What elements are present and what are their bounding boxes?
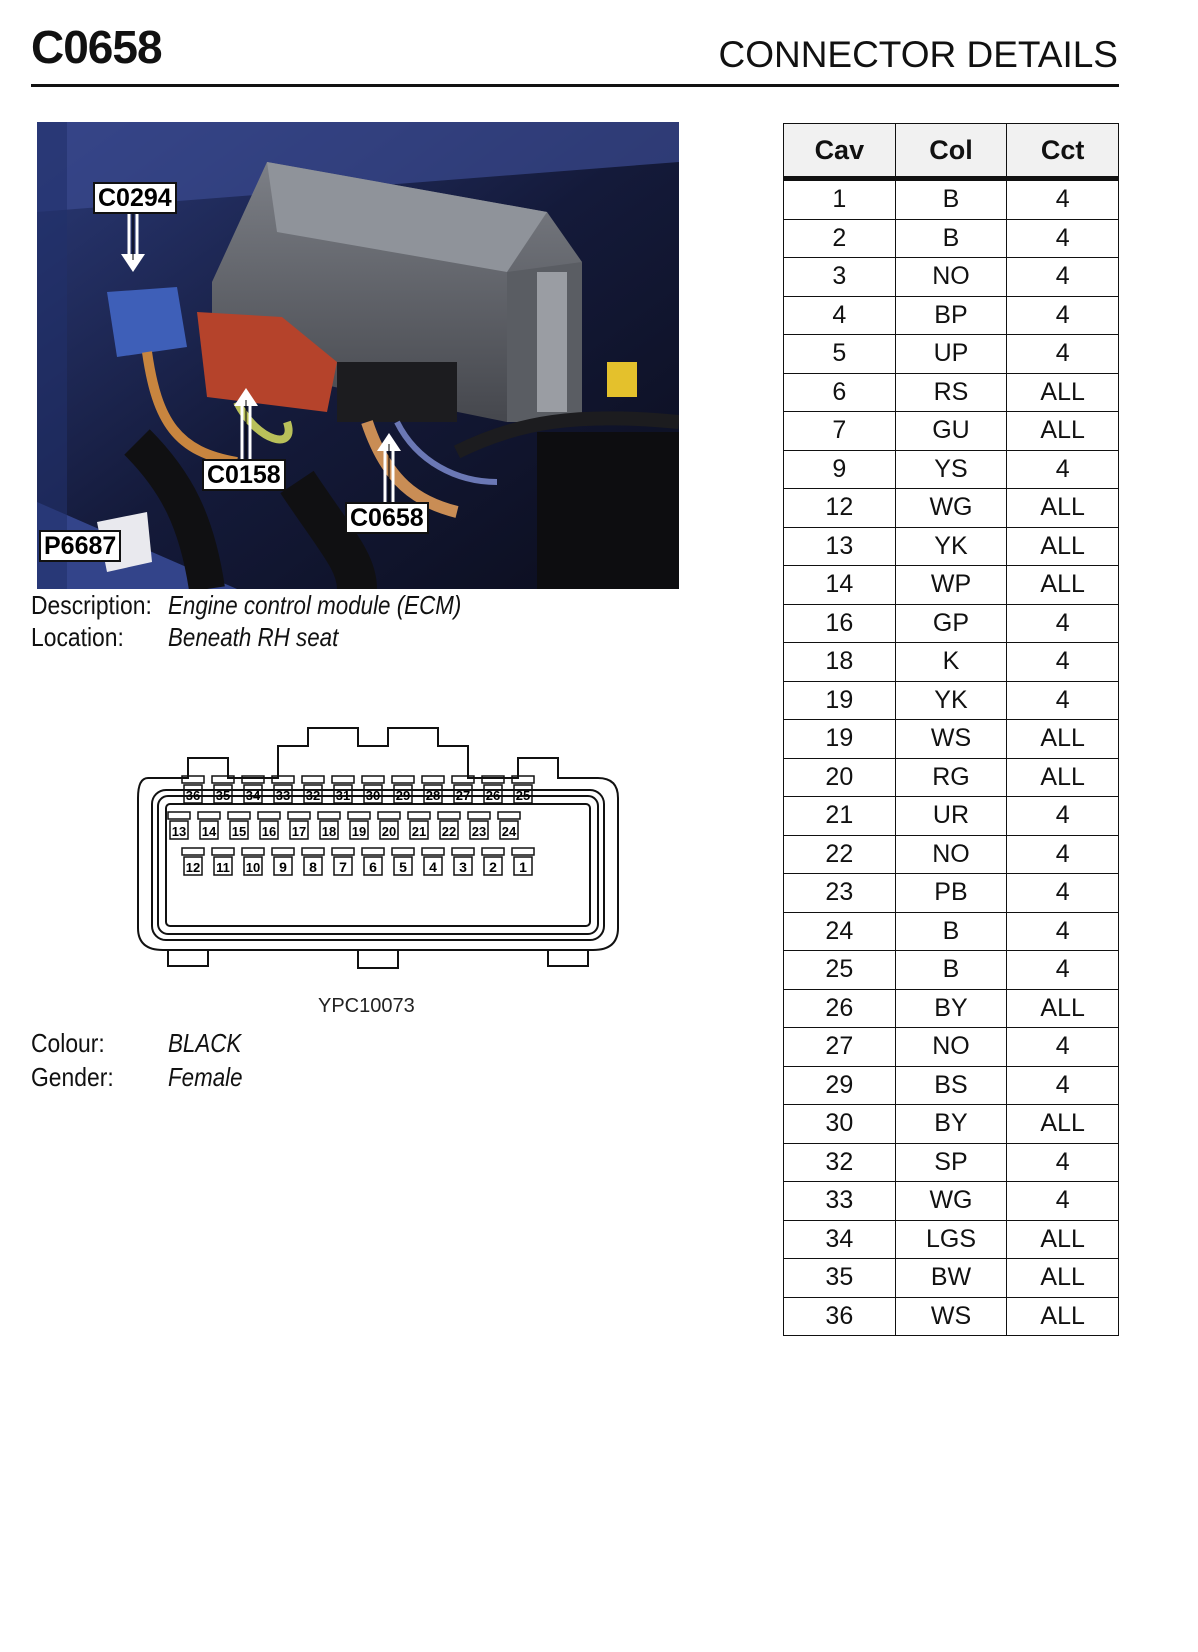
- colour-cell: UR: [895, 797, 1007, 836]
- gender-label: Gender:: [31, 1062, 114, 1092]
- cavity-cell: 12: [784, 489, 896, 528]
- cavity-cell: 16: [784, 604, 896, 643]
- colour-cell: B: [895, 951, 1007, 990]
- colour-cell: K: [895, 643, 1007, 682]
- colour-cell: LGS: [895, 1220, 1007, 1259]
- circuit-cell: 4: [1007, 179, 1119, 220]
- pin-number: 20: [381, 824, 397, 839]
- colour-cell: NO: [895, 835, 1007, 874]
- pin-number: 18: [321, 824, 337, 839]
- cavity-cell: 20: [784, 758, 896, 797]
- callout-c0158: C0158: [202, 459, 286, 491]
- colour-cell: BY: [895, 1105, 1007, 1144]
- cavity-cell: 18: [784, 643, 896, 682]
- cavity-cell: 1: [784, 179, 896, 220]
- pin-number: 13: [171, 824, 187, 839]
- colour-cell: UP: [895, 335, 1007, 374]
- location-photo: [37, 122, 679, 589]
- pin-number: 4: [429, 859, 437, 875]
- pin-cavity: [392, 848, 414, 875]
- pin-cavity: [512, 848, 534, 875]
- colour-cell: GU: [895, 412, 1007, 451]
- pin-number: 11: [216, 860, 230, 875]
- pin-cavity: [242, 848, 264, 875]
- table-row: [784, 1105, 1119, 1144]
- pin-number: 32: [305, 788, 321, 803]
- connector-face-diagram: [128, 718, 628, 988]
- circuit-cell: 4: [1007, 1066, 1119, 1105]
- pin-number: 36: [185, 788, 201, 803]
- description-value: Engine control module (ECM): [168, 590, 462, 620]
- table-row: [784, 874, 1119, 913]
- cavity-cell: 4: [784, 296, 896, 335]
- cavity-cell: 7: [784, 412, 896, 451]
- connector-code-title: C0658: [31, 21, 162, 73]
- colour-cell: NO: [895, 258, 1007, 297]
- colour-cell: YK: [895, 681, 1007, 720]
- cavity-cell: 3: [784, 258, 896, 297]
- photo-reference: P6687: [39, 530, 121, 562]
- circuit-cell: ALL: [1007, 373, 1119, 412]
- pin-number: 6: [369, 859, 377, 875]
- table-row: [784, 797, 1119, 836]
- circuit-cell: ALL: [1007, 489, 1119, 528]
- pin-cavity: [182, 848, 204, 875]
- circuit-cell: ALL: [1007, 1259, 1119, 1298]
- pin-cavity: [212, 848, 234, 875]
- pin-cavity: [318, 812, 340, 839]
- circuit-cell: 4: [1007, 1143, 1119, 1182]
- table-row: [784, 835, 1119, 874]
- pin-number: 5: [399, 859, 407, 875]
- table-row: [784, 566, 1119, 605]
- circuit-cell: ALL: [1007, 720, 1119, 759]
- circuit-cell: 4: [1007, 874, 1119, 913]
- pin-cavity: [302, 848, 324, 875]
- pin-number: 9: [279, 859, 287, 875]
- connector-outline: [128, 718, 628, 988]
- table-row: [784, 1297, 1119, 1336]
- pin-number: 17: [291, 824, 307, 839]
- cavity-cell: 22: [784, 835, 896, 874]
- pin-number: 16: [261, 824, 277, 839]
- pin-cavity: [228, 812, 250, 839]
- table-row: [784, 450, 1119, 489]
- cavity-cell: 9: [784, 450, 896, 489]
- pin-number: 28: [425, 788, 441, 803]
- pin-number: 35: [215, 788, 231, 803]
- table-row: [784, 720, 1119, 759]
- pin-number: 27: [455, 788, 471, 803]
- colour-value: BLACK: [168, 1028, 242, 1058]
- pin-cavity: [348, 812, 370, 839]
- circuit-cell: 4: [1007, 450, 1119, 489]
- cavity-cell: 29: [784, 1066, 896, 1105]
- colour-cell: NO: [895, 1028, 1007, 1067]
- pin-cavity: [438, 812, 460, 839]
- pin-number: 33: [275, 788, 291, 803]
- pin-cavity: [362, 848, 384, 875]
- pin-number: 25: [515, 788, 531, 803]
- location-label: Location:: [31, 622, 124, 652]
- table-row: [784, 1143, 1119, 1182]
- table-row: [784, 912, 1119, 951]
- location-value: Beneath RH seat: [168, 622, 339, 652]
- circuit-cell: 4: [1007, 643, 1119, 682]
- pin-cavity: [498, 812, 520, 839]
- column-header-cct: Cct: [1007, 124, 1119, 179]
- cavity-cell: 13: [784, 527, 896, 566]
- gender-value: Female: [168, 1062, 243, 1092]
- cavity-cell: 24: [784, 912, 896, 951]
- cavity-cell: 6: [784, 373, 896, 412]
- colour-cell: BY: [895, 989, 1007, 1028]
- circuit-cell: ALL: [1007, 566, 1119, 605]
- cavity-cell: 21: [784, 797, 896, 836]
- circuit-cell: 4: [1007, 1028, 1119, 1067]
- cavity-cell: 2: [784, 219, 896, 258]
- pin-number: 30: [365, 788, 381, 803]
- colour-cell: B: [895, 219, 1007, 258]
- cavity-cell: 26: [784, 989, 896, 1028]
- pin-number: 31: [335, 788, 351, 803]
- table-row: [784, 527, 1119, 566]
- pinout-table: [783, 123, 1119, 1336]
- figure-caption: YPC10073: [318, 995, 415, 1017]
- table-row: [784, 1028, 1119, 1067]
- colour-cell: B: [895, 912, 1007, 951]
- colour-cell: YS: [895, 450, 1007, 489]
- circuit-cell: 4: [1007, 951, 1119, 990]
- colour-cell: WS: [895, 1297, 1007, 1336]
- colour-cell: RS: [895, 373, 1007, 412]
- callout-c0658: C0658: [345, 502, 429, 534]
- pin-number: 23: [471, 824, 487, 839]
- circuit-cell: ALL: [1007, 989, 1119, 1028]
- circuit-cell: ALL: [1007, 1297, 1119, 1336]
- circuit-cell: 4: [1007, 912, 1119, 951]
- pin-cavity: [422, 848, 444, 875]
- table-row: [784, 1066, 1119, 1105]
- cavity-cell: 14: [784, 566, 896, 605]
- pin-cavity: [288, 812, 310, 839]
- colour-cell: BP: [895, 296, 1007, 335]
- colour-cell: SP: [895, 1143, 1007, 1182]
- table-row: [784, 758, 1119, 797]
- pin-number: 34: [245, 788, 261, 803]
- circuit-cell: 4: [1007, 1182, 1119, 1221]
- pin-number: 3: [459, 859, 467, 875]
- cavity-cell: 34: [784, 1220, 896, 1259]
- colour-cell: BW: [895, 1259, 1007, 1298]
- pin-number: 8: [309, 859, 317, 875]
- callout-c0294: C0294: [93, 182, 177, 214]
- pin-number: 29: [395, 788, 411, 803]
- table-row: [784, 258, 1119, 297]
- cavity-cell: 23: [784, 874, 896, 913]
- pin-cavity: [258, 812, 280, 839]
- circuit-cell: ALL: [1007, 1220, 1119, 1259]
- circuit-cell: 4: [1007, 296, 1119, 335]
- pin-number: 21: [411, 824, 427, 839]
- circuit-cell: ALL: [1007, 1105, 1119, 1144]
- circuit-cell: 4: [1007, 335, 1119, 374]
- circuit-cell: ALL: [1007, 412, 1119, 451]
- pin-cavity: [378, 812, 400, 839]
- column-header-cav: Cav: [784, 124, 896, 179]
- table-row: [784, 604, 1119, 643]
- table-row: [784, 373, 1119, 412]
- table-row: [784, 219, 1119, 258]
- table-row: [784, 489, 1119, 528]
- table-row: [784, 951, 1119, 990]
- pin-number: 2: [489, 859, 497, 875]
- table-row: [784, 1182, 1119, 1221]
- circuit-cell: 4: [1007, 835, 1119, 874]
- cavity-cell: 35: [784, 1259, 896, 1298]
- description-label: Description:: [31, 590, 152, 620]
- pin-number: 24: [501, 824, 517, 839]
- colour-cell: WG: [895, 1182, 1007, 1221]
- table-row: [784, 681, 1119, 720]
- table-row: [784, 989, 1119, 1028]
- colour-cell: B: [895, 179, 1007, 220]
- cavity-cell: 27: [784, 1028, 896, 1067]
- pin-cavity: [332, 848, 354, 875]
- circuit-cell: 4: [1007, 797, 1119, 836]
- colour-cell: YK: [895, 527, 1007, 566]
- circuit-cell: 4: [1007, 219, 1119, 258]
- section-title: CONNECTOR DETAILS: [718, 34, 1118, 75]
- pin-cavity: [168, 812, 190, 839]
- pin-number: 14: [201, 824, 217, 839]
- circuit-cell: ALL: [1007, 527, 1119, 566]
- pin-number: 10: [245, 860, 261, 875]
- cavity-cell: 25: [784, 951, 896, 990]
- pin-cavity: [272, 848, 294, 875]
- circuit-cell: 4: [1007, 681, 1119, 720]
- table-row: [784, 1220, 1119, 1259]
- pin-number: 7: [339, 859, 347, 875]
- colour-cell: WP: [895, 566, 1007, 605]
- cavity-cell: 36: [784, 1297, 896, 1336]
- cavity-cell: 19: [784, 681, 896, 720]
- circuit-cell: ALL: [1007, 758, 1119, 797]
- cavity-cell: 33: [784, 1182, 896, 1221]
- pin-number: 22: [441, 824, 457, 839]
- table-row: [784, 335, 1119, 374]
- colour-cell: WG: [895, 489, 1007, 528]
- colour-cell: GP: [895, 604, 1007, 643]
- pin-number: 19: [351, 824, 367, 839]
- pin-cavity: [198, 812, 220, 839]
- table-row: [784, 412, 1119, 451]
- colour-label: Colour:: [31, 1028, 105, 1058]
- circuit-cell: 4: [1007, 604, 1119, 643]
- pin-number: 12: [185, 860, 201, 875]
- pin-cavity: [482, 848, 504, 875]
- table-header-row: [784, 124, 1119, 179]
- pin-cavity: [468, 812, 490, 839]
- table-row: [784, 296, 1119, 335]
- pin-number: 26: [485, 788, 501, 803]
- table-row: [784, 1259, 1119, 1298]
- colour-cell: RG: [895, 758, 1007, 797]
- column-header-col: Col: [895, 124, 1007, 179]
- colour-cell: PB: [895, 874, 1007, 913]
- cavity-cell: 19: [784, 720, 896, 759]
- pin-cavity: [408, 812, 430, 839]
- cavity-cell: 5: [784, 335, 896, 374]
- pin-number: 1: [519, 859, 527, 875]
- header-rule: [31, 84, 1119, 87]
- colour-cell: WS: [895, 720, 1007, 759]
- table-row: [784, 643, 1119, 682]
- pin-cavity: [452, 848, 474, 875]
- cavity-cell: 30: [784, 1105, 896, 1144]
- cavity-cell: 32: [784, 1143, 896, 1182]
- circuit-cell: 4: [1007, 258, 1119, 297]
- table-row: [784, 179, 1119, 220]
- colour-cell: BS: [895, 1066, 1007, 1105]
- pin-number: 15: [231, 824, 247, 839]
